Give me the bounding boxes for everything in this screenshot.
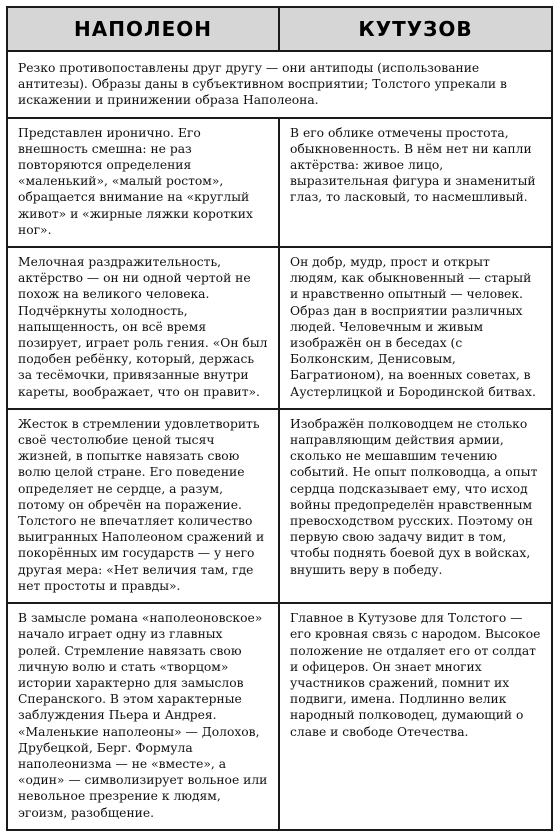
- comparison-table: [6, 6, 553, 831]
- napoleon-cell: Жесток в стремлении удовлетворить своё честолюбие ценой тысяч жизней, в попытке навязать свою волю целой стране. Его поведение определяет не сердце, а разум, потому он обречён на поражение. Толстого не впечатляет количество выигранных Наполеоном сражений и покорённых им государств — у него другая мера: «Нет величия там, где нет простоты и правды».: [7, 409, 279, 603]
- kutuzov-cell: Он добр, мудр, прост и открыт людям, как обыкновенный — старый и нравственно опытный — человек. Образ дан в восприятии различных людей. Человечным и живым изображён он в беседах (с Болконским, Денисовым, Багратионом), на военных советах, в Аустерлицкой и Бородинской битвах.: [279, 247, 552, 409]
- napoleon-cell: В замысле романа «наполеоновское» начало играет одну из главных ролей. Стремление навязать свою личную волю и стать «творцом» истории характерно для замыслов Сперанского. В этом характерные заблуждения Пьера и Андрея. «Маленькие наполеоны» — Долохов, Друбецкой, Берг. Формула наполеонизма — не «вместе», а «один» — символизирует вольное или невольное презрение к людям, эгоизм, разобщение.: [7, 603, 279, 830]
- intro-cell: Резко противопоставлены друг другу — они антиподы (использование антитезы). Образы даны в субъективном восприятии; Толстого упрекали в искажении и принижении образа Наполеона.: [7, 51, 552, 118]
- intro-row: [7, 51, 552, 118]
- napoleon-cell: Представлен иронично. Его внешность смешна: не раз повторяются определения «маленький», «малый ростом», обращается внимание на «круглый живот» и «жирные ляжки коротких ног».: [7, 118, 279, 247]
- table-row: [7, 118, 552, 247]
- kutuzov-cell: В его облике отмечены простота, обыкновенность. В нём нет ни капли актёрства: живое лицо, выразительная фигура и знаменитый глаз, то ласковый, то насмешливый.: [279, 118, 552, 247]
- kutuzov-cell: Изображён полководцем не столько направляющим действия армии, сколько не мешавшим течению событий. Не опыт полководца, а опыт сердца подсказывает ему, что исход войны предопределён нравственным превосходством русских. Поэтому он первую свою задачу видит в том, чтобы поднять боевой дух в войсках, внушить веру в победу.: [279, 409, 552, 603]
- table-row: [7, 603, 552, 830]
- table-row: [7, 247, 552, 409]
- header-napoleon: НАПОЛЕОН: [7, 7, 279, 51]
- table-row: [7, 409, 552, 603]
- header-kutuzov: КУТУЗОВ: [279, 7, 552, 51]
- kutuzov-cell: Главное в Кутузове для Толстого — его кровная связь с народом. Высокое положение не отдаляет его от солдат и офицеров. Он знает многих участников сражений, помнит их подвиги, имена. Подлинно велик народный полководец, думающий о славе и свободе Отечества.: [279, 603, 552, 830]
- header-row: [7, 7, 552, 51]
- napoleon-cell: Мелочная раздражительность, актёрство — он ни одной чертой не похож на великого человека. Подчёркнуты холодность, напыщенность, он всё время позирует, играет роль гения. «Он был подобен ребёнку, который, держась за тесёмочки, привязанные внутри кареты, воображает, что он правит».: [7, 247, 279, 409]
